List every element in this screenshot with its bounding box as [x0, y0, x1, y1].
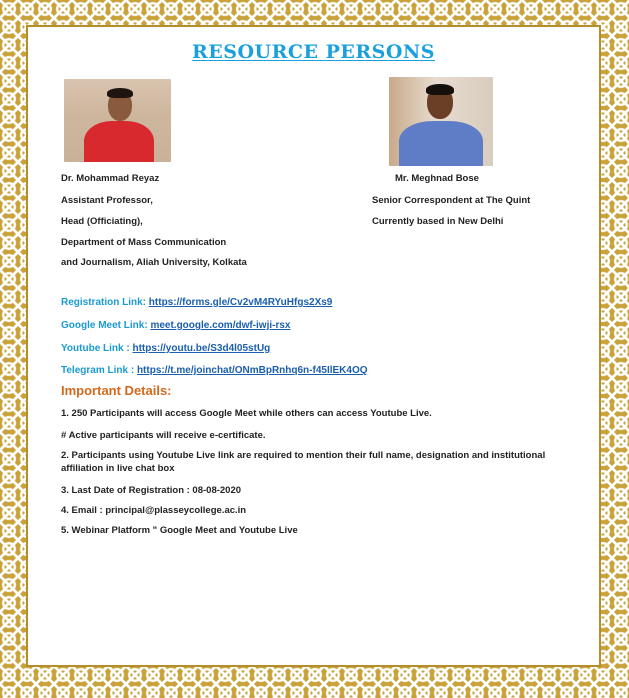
- person-line: Currently based in New Delhi: [372, 216, 504, 227]
- page-title: RESOURCE PERSONS: [191, 41, 436, 63]
- person-line: and Journalism, Aliah University, Kolkata: [61, 257, 247, 268]
- detail-item: 1. 250 Participants will access Google Meet while others can access Youtube Live.: [61, 408, 432, 419]
- photo-meghnad-bose: [389, 77, 493, 166]
- detail-item: 5. Webinar Platform " Google Meet and Youtube Live: [61, 525, 298, 536]
- poster-content: [28, 27, 599, 665]
- photo-figure-shirt: [84, 121, 154, 162]
- person-name: Dr. Mohammad Reyaz: [61, 173, 160, 184]
- important-heading: Important Details:: [61, 383, 172, 398]
- detail-item: # Active participants will receive e-certificate.: [61, 430, 266, 441]
- registration-link[interactable]: https://forms.gle/Cv2vM4RYuHfgs2Xs9: [148, 297, 333, 308]
- person-line: Department of Mass Communication: [61, 237, 227, 248]
- google-meet-link-row: [61, 320, 290, 331]
- photo-figure-shirt: [399, 121, 483, 166]
- link-label: Registration Link:: [61, 297, 149, 308]
- person-name: Mr. Meghnad Bose: [395, 173, 479, 184]
- detail-item: 2. Participants using Youtube Live link are required to mention their full name, designation and institutional affiliation in live chat box: [61, 450, 546, 474]
- registration-link-row: [61, 297, 332, 308]
- link-label: Telegram Link :: [61, 365, 137, 376]
- youtube-link-row: [61, 343, 270, 354]
- youtube-link[interactable]: https://youtu.be/S3d4l05stUg: [132, 343, 271, 354]
- link-label: Google Meet Link:: [61, 320, 151, 331]
- person-line: Senior Correspondent at The Quint: [372, 195, 531, 206]
- google-meet-link[interactable]: meet.google.com/dwf-iwji-rsx: [150, 320, 291, 331]
- person-line: Head (Officiating),: [61, 216, 143, 227]
- detail-item: 4. Email : principal@plasseycollege.ac.in: [61, 505, 247, 516]
- photo-figure-hair: [426, 84, 454, 95]
- person-line: Assistant Professor,: [61, 195, 153, 206]
- telegram-link[interactable]: https://t.me/joinchat/ONmBpRnhq6n-f45IlEK4OQ: [136, 365, 368, 376]
- photo-figure-hair: [107, 88, 133, 98]
- telegram-link-row: [61, 365, 368, 376]
- link-label: Youtube Link :: [61, 343, 133, 354]
- detail-item: 3. Last Date of Registration : 08-08-2020: [61, 485, 242, 496]
- photo-mohammad-reyaz: [64, 79, 171, 162]
